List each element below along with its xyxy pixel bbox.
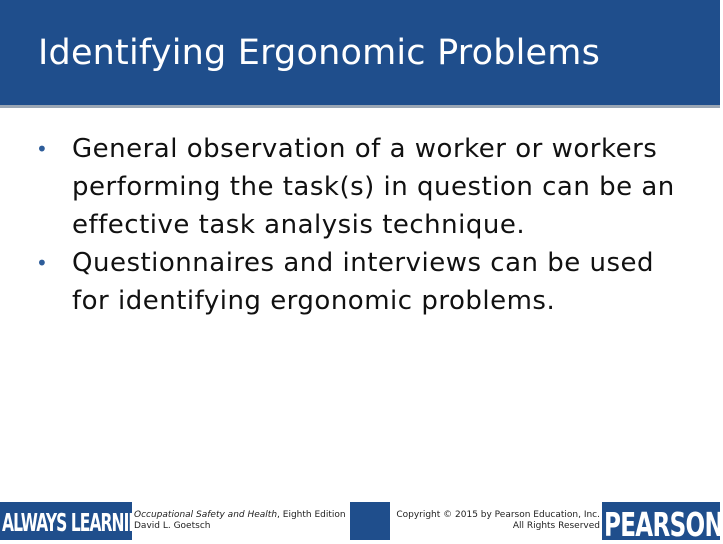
bullet-text: General observation of a worker or workers performing the task(s) in question can be an effective task analysis technique. — [72, 134, 675, 240]
rights-line: All Rights Reserved — [512, 521, 600, 531]
always-learning-banner — [0, 502, 153, 540]
footer-divider-stripe — [350, 502, 390, 540]
book-edition: , Eighth Edition — [277, 510, 346, 520]
slide-footer — [0, 500, 723, 544]
book-citation — [134, 510, 346, 532]
book-author: David L. Goetsch — [134, 521, 211, 531]
slide-title: Identifying Ergonomic Problems — [38, 33, 601, 73]
pearson-logo — [602, 502, 723, 544]
bullet-item — [36, 130, 686, 244]
bullet-text: Questionnaires and interviews can be used for identifying ergonomic problems. — [72, 248, 655, 316]
always-learning-text: ALWAYS LEARNING — [2, 508, 153, 537]
title-bar — [0, 0, 720, 108]
bullet-list — [36, 130, 686, 320]
pearson-logo-text: PEARSON — [604, 505, 723, 544]
bullet-icon: • — [36, 251, 49, 275]
bullet-item — [36, 244, 686, 320]
book-title: Occupational Safety and Health — [134, 510, 278, 520]
copyright-line: Copyright © 2015 by Pearson Education, Inc. — [396, 510, 600, 520]
copyright-notice — [396, 510, 600, 532]
bullet-icon: • — [36, 137, 49, 161]
